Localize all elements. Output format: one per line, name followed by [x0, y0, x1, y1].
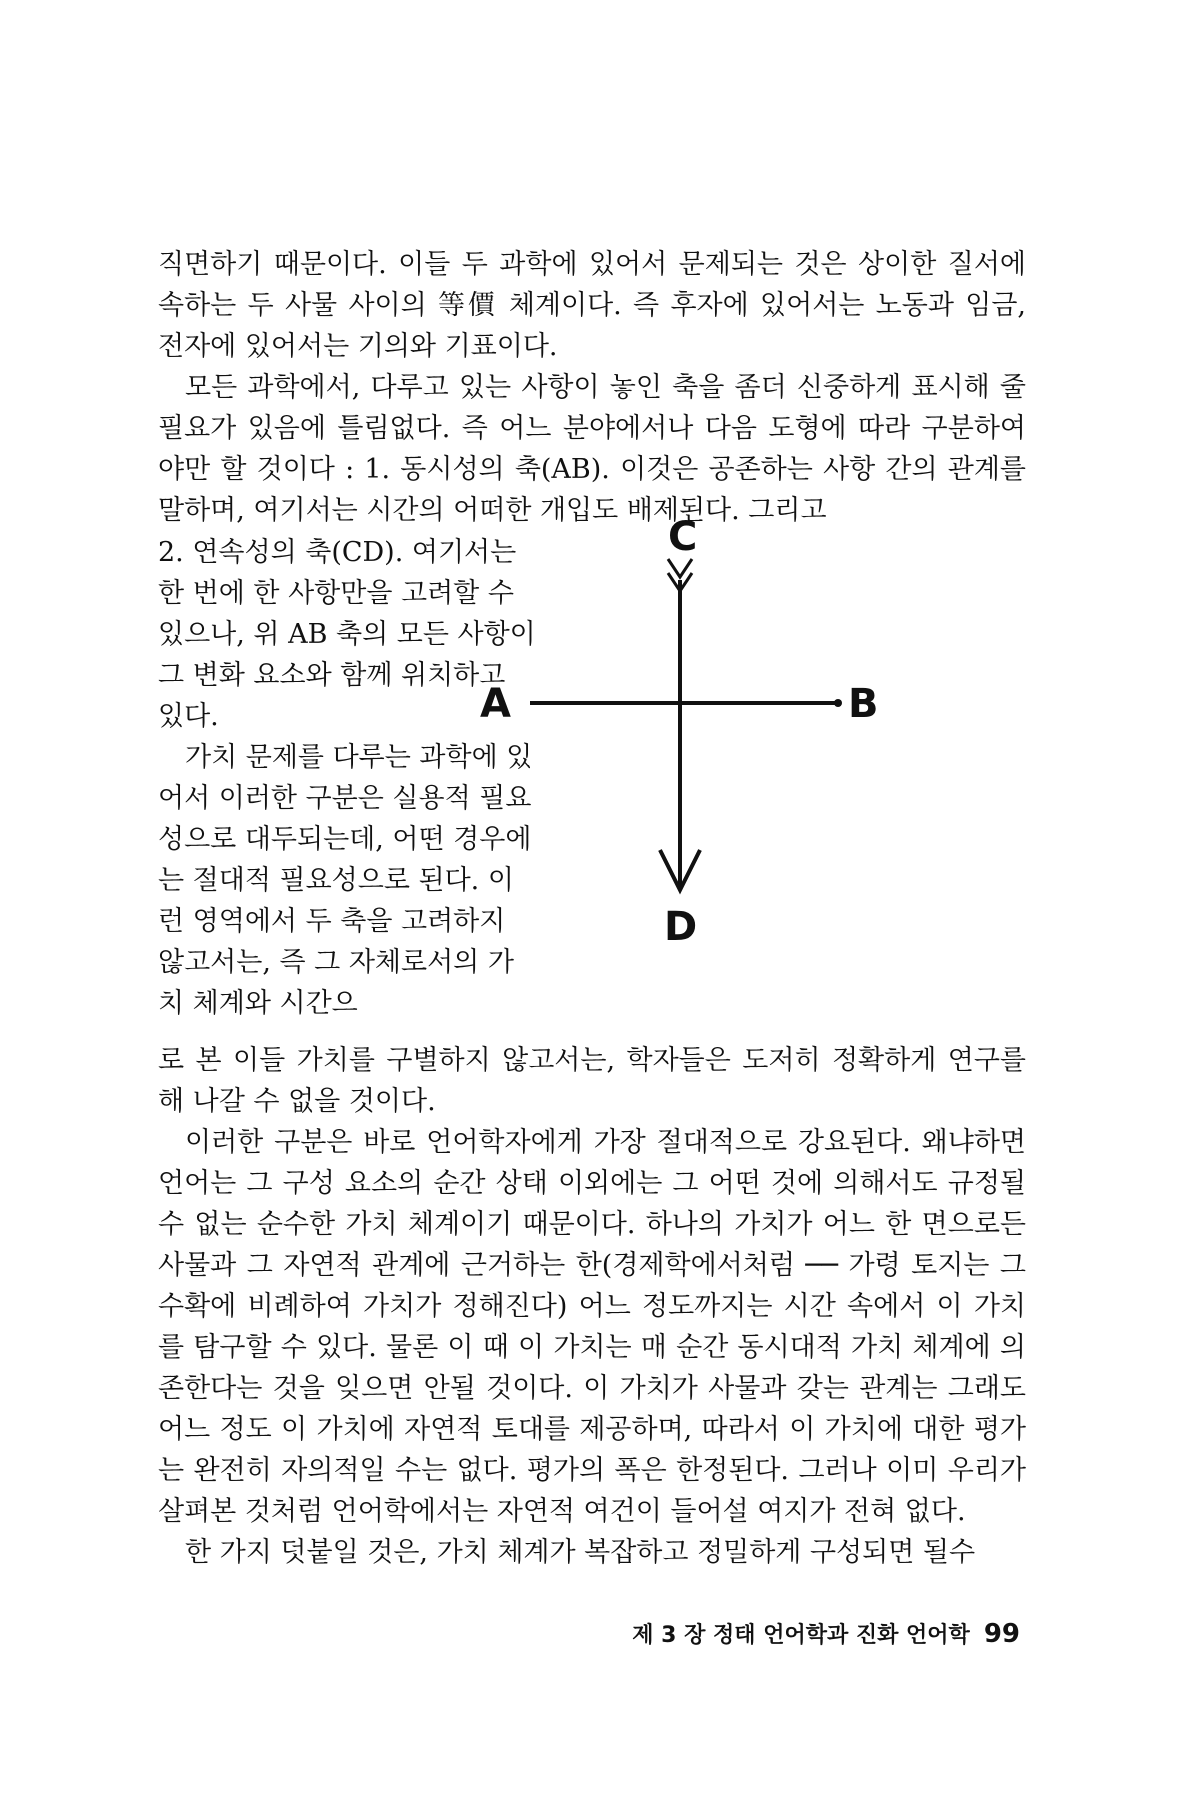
axes-diagram: [480, 514, 1020, 1035]
page-number: 99: [983, 1619, 1020, 1649]
chapter-title: 제 3 장 정태 언어학과 진화 언어학: [632, 1623, 970, 1648]
axis-ab-end-dot: [834, 699, 842, 707]
axes-diagram-svg: [480, 514, 1020, 1035]
label-a: A: [480, 681, 511, 727]
text-block-top: [158, 244, 1026, 531]
label-b: B: [848, 681, 879, 727]
paragraph: 직면하기 때문이다. 이들 두 과학에 있어서 문제되는 것은 상이한 질서에 속하는 두 사물 사이의 等價 체계이다. 즉 후자에 있어서는 노동과 임금, 전자에 있어서는 기의와 기표이다.: [158, 249, 1026, 362]
text-block-bottom: [158, 1040, 1026, 1573]
text-block-beside-diagram: [158, 532, 538, 1024]
label-c: C: [668, 514, 698, 560]
paragraph: 가치 문제를 다루는 과학에 있어서 이러한 구분은 실용적 필요성으로 대두되는데, 어떤 경우에는 절대적 필요성으로 된다. 이런 영역에서 두 축을 고려하지 않고서는, 즉 그 자체로서의 가치 체계와 시간으: [158, 742, 533, 1019]
paragraph: 이러한 구분은 바로 언어학자에게 가장 절대적으로 강요된다. 왜냐하면 언어는 그 구성 요소의 순간 상태 이외에는 그 어떤 것에 의해서도 규정될 수 없는 순수한 가치 체계이기 때문이다. 하나의 가치가 어느 한 면으로든 사물과 그 자연적 관계에 근거하는 한(경제학에서처럼 ── 가령 토지는 그 수확에 비례하여 가치가 정해진다) 어느 정도까지는 시간 속에서 이 가치를 탐구할 수 있다. 물론 이 때 이 가치는 매 순간 동시대적 가치 체계에 의존한다는 것을 잊으면 안될 것이다. 이 가치가 사물과 갖는 관계는 그래도 어느 정도 이 가치에 자연적 토대를 제공하며, 따라서 이 가치에 대한 평가는 완전히 자의적일 수는 없다. 평가의 폭은 한정된다. 그러나 이미 우리가 살펴본 것처럼 언어학에서는 자연적 여건이 들어설 여지가 전혀 없다.: [158, 1127, 1026, 1527]
paragraph: 모든 과학에서, 다루고 있는 사항이 놓인 축을 좀더 신중하게 표시해 줄 필요가 있음에 틀림없다. 즉 어느 분야에서나 다음 도형에 따라 구분하여야만 할 것이다 : 1. 동시성의 축(AB). 이것은 공존하는 사항 간의 관계를 말하며, 여기서는 시간의 어떠한 개입도 배제된다. 그리고: [158, 372, 1026, 526]
paragraph: 한 가지 덧붙일 것은, 가치 체계가 복잡하고 정밀하게 구성되면 될수: [185, 1537, 976, 1568]
paragraph: 2. 연속성의 축(CD). 여기서는 한 번에 한 사항만을 고려할 수 있으나, 위 AB 축의 모든 사항이 그 변화 요소와 함께 위치하고 있다.: [158, 537, 536, 732]
label-d: D: [664, 904, 698, 950]
running-footer: [560, 1618, 1020, 1649]
paragraph: 로 본 이들 가치를 구별하지 않고서는, 학자들은 도저히 정확하게 연구를 해 나갈 수 없을 것이다.: [158, 1045, 1026, 1117]
